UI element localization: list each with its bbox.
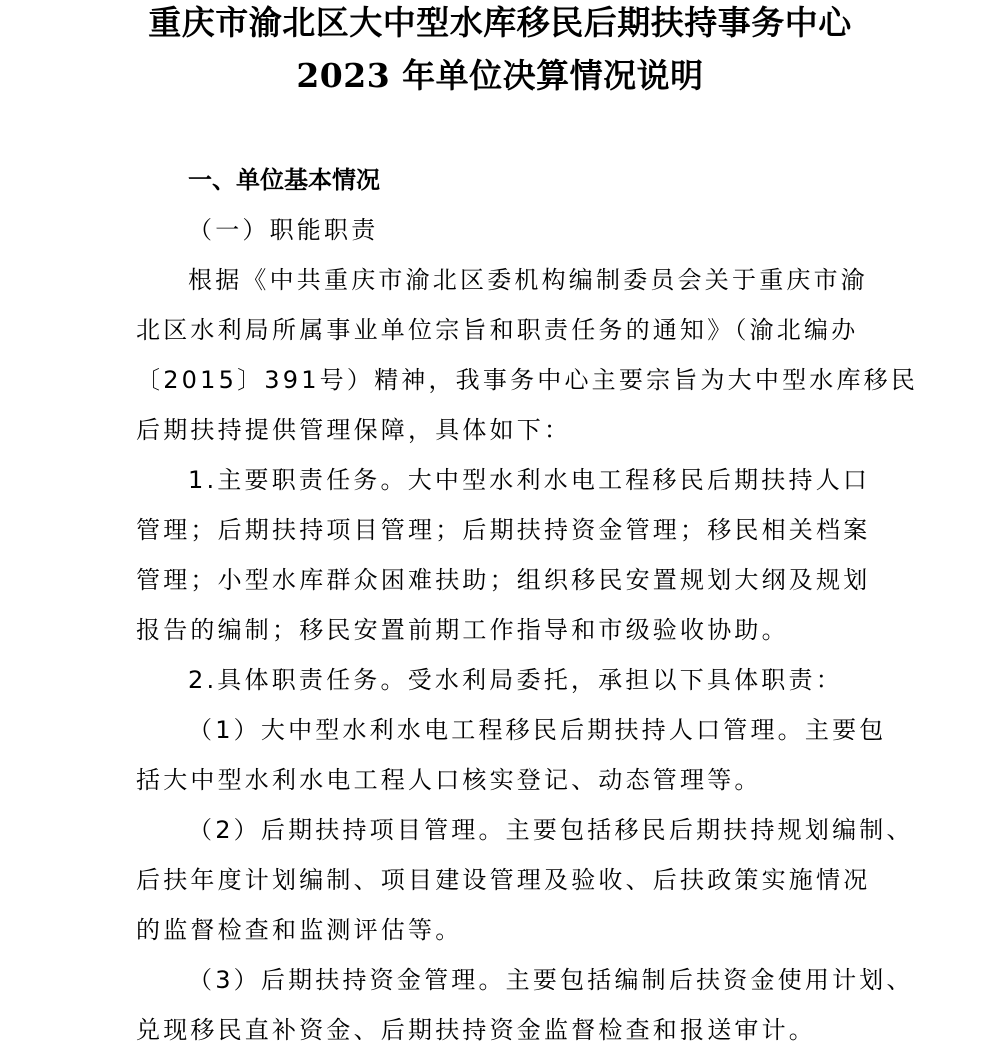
subsection-heading: （一）职能职责: [188, 216, 379, 244]
paragraph-line: 括大中型水利水电工程人口核实登记、动态管理等。: [136, 766, 762, 794]
paragraph-line: 〔2015〕391号）精神，我事务中心主要宗旨为大中型水库移民: [136, 366, 919, 394]
paragraph-line: （3）后期扶持资金管理。主要包括编制后扶资金使用计划、: [188, 966, 914, 994]
paragraph-line: 1.主要职责任务。大中型水利水电工程移民后期扶持人口: [188, 466, 871, 494]
paragraph-line: 北区水利局所属事业单位宗旨和职责任务的通知》（渝北编办: [136, 316, 859, 344]
paragraph-line: 兑现移民直补资金、后期扶持资金监督检查和报送审计。: [136, 1016, 816, 1044]
document-title-line-2: 2023 年单位决算情况说明: [296, 56, 704, 95]
document-title-line-1: 重庆市渝北区大中型水库移民后期扶持事务中心: [148, 3, 852, 42]
paragraph-line: 后期扶持提供管理保障，具体如下：: [136, 416, 572, 444]
paragraph-line: 管理；小型水库群众困难扶助；组织移民安置规划大纲及规划: [136, 566, 871, 594]
paragraph-line: 报告的编制；移民安置前期工作指导和市级验收协助。: [136, 616, 789, 644]
paragraph-line: 管理；后期扶持项目管理；后期扶持资金管理；移民相关档案: [136, 516, 871, 544]
paragraph-line: 后扶年度计划编制、项目建设管理及验收、后扶政策实施情况: [136, 866, 871, 894]
section-heading: 一、单位基本情况: [188, 166, 380, 194]
paragraph-line: 根据《中共重庆市渝北区委机构编制委员会关于重庆市渝: [188, 266, 868, 294]
paragraph-line: 的监督检查和监测评估等。: [136, 916, 463, 944]
paragraph-line: （2）后期扶持项目管理。主要包括移民后期扶持规划编制、: [188, 816, 914, 844]
paragraph-line: 2.具体职责任务。受水利局委托，承担以下具体职责：: [188, 666, 843, 694]
paragraph-line: （1）大中型水利水电工程移民后期扶持人口管理。主要包: [188, 716, 887, 744]
